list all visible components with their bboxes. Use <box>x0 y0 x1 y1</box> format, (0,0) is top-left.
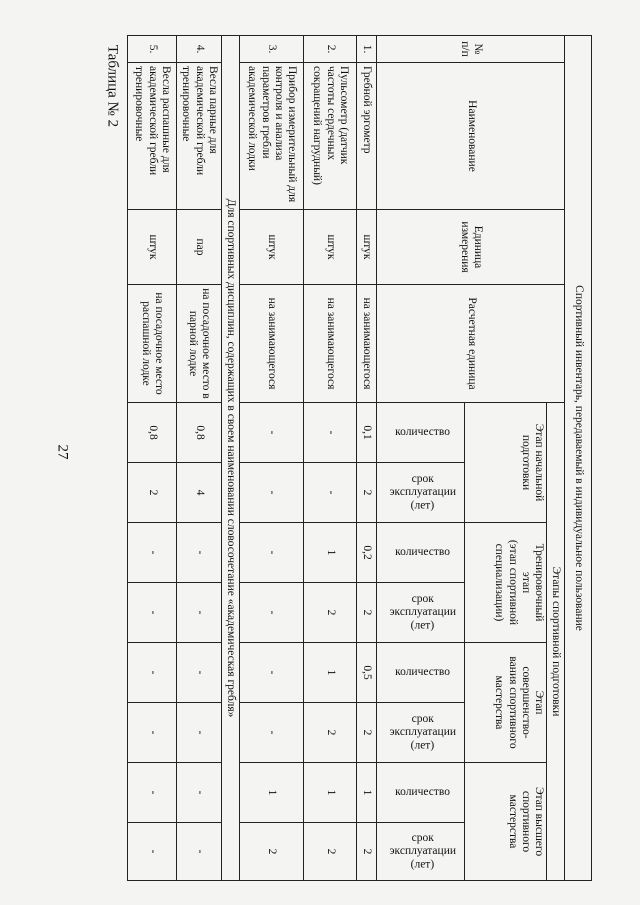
row-value: - <box>177 703 222 763</box>
row-value: 0,8 <box>177 403 222 463</box>
row-value: - <box>177 523 222 583</box>
row-value: - <box>240 523 303 583</box>
table-row <box>177 36 222 881</box>
header-name: Наименование <box>377 63 565 210</box>
section-title: Для спортивных дисциплин, содержащих в своем наименовании словосочетание «академическая гребля» <box>222 36 240 881</box>
row-value: - <box>240 643 303 703</box>
header-qty-text: количество <box>395 665 451 678</box>
header-stage-initial: Этап начальной подготовки <box>465 403 547 523</box>
row-value: - <box>128 643 177 703</box>
header-term-text: срок эксплуатации (лет) <box>389 831 457 871</box>
row-value: - <box>177 823 222 881</box>
header-stage-training: Тренировочный этап (этап спортивной специализации) <box>465 523 547 643</box>
row-value: 0,1 <box>356 403 376 463</box>
row-calc-unit: на посадочное место в парной лодке <box>177 285 222 403</box>
inventory-table <box>127 35 592 881</box>
row-value: 1 <box>303 523 356 583</box>
header-qty-text: количество <box>395 785 451 798</box>
row-value: - <box>240 403 303 463</box>
header-stage-highest: Этап высшего спортивного мастерства <box>465 763 547 881</box>
row-num: 3. <box>240 36 303 63</box>
row-value: - <box>240 703 303 763</box>
row-unit: штук <box>240 210 303 285</box>
row-value: 2 <box>303 703 356 763</box>
header-qty <box>377 763 465 823</box>
row-value: - <box>128 703 177 763</box>
row-value: 2 <box>303 583 356 643</box>
row-value: - <box>128 763 177 823</box>
row-value: - <box>177 583 222 643</box>
table-label: Таблица № 2 <box>104 44 121 128</box>
header-qty <box>377 403 465 463</box>
header-qty-text: количество <box>395 545 451 558</box>
header-term-text: срок эксплуатации (лет) <box>389 712 457 752</box>
row-calc-unit: на занимающегося <box>356 285 376 403</box>
header-calc-unit: Расчетная единица <box>377 285 565 403</box>
row-name: Прибор измерительный для контроля и анализа параметров гребли академической лодки <box>240 63 303 210</box>
row-value: 2 <box>356 703 376 763</box>
row-value: - <box>240 583 303 643</box>
row-num: 5. <box>128 36 177 63</box>
row-calc-unit: на занимающегося <box>303 285 356 403</box>
header-term <box>377 823 465 881</box>
section-row <box>222 36 240 881</box>
row-value: - <box>303 403 356 463</box>
row-name: Весла распашные для академической гребли тренировочные <box>128 63 177 210</box>
row-unit: пар <box>177 210 222 285</box>
table-row <box>356 36 376 881</box>
row-value: 1 <box>303 643 356 703</box>
header-num: № п/п <box>377 36 565 63</box>
table-row <box>303 36 356 881</box>
row-value: 0,8 <box>128 403 177 463</box>
row-value: 2 <box>128 463 177 523</box>
row-unit: штук <box>303 210 356 285</box>
row-value: - <box>128 823 177 881</box>
row-value: 2 <box>303 823 356 881</box>
row-value: 1 <box>303 763 356 823</box>
table-title: Спортивный инвентарь, передаваемый в индивидуальное пользование <box>565 36 592 881</box>
row-value: 2 <box>240 823 303 881</box>
header-term-text: срок эксплуатации (лет) <box>389 592 457 632</box>
header-term <box>377 703 465 763</box>
row-unit: штук <box>356 210 376 285</box>
row-value: - <box>128 583 177 643</box>
row-value: - <box>177 763 222 823</box>
header-qty-text: количество <box>395 425 451 438</box>
row-value: - <box>303 463 356 523</box>
row-calc-unit: на посадочное место распашной лодке <box>128 285 177 403</box>
row-num: 4. <box>177 36 222 63</box>
row-num: 2. <box>303 36 356 63</box>
row-value: - <box>128 523 177 583</box>
header-qty <box>377 523 465 583</box>
row-num: 1. <box>356 36 376 63</box>
header-stage-improvement: Этап совершенство- вания спортивного мастерства <box>465 643 547 763</box>
row-calc-unit: на занимающегося <box>240 285 303 403</box>
row-name: Гребной эргометр <box>356 63 376 210</box>
row-value: 1 <box>356 763 376 823</box>
header-qty <box>377 643 465 703</box>
header-term <box>377 583 465 643</box>
row-name: Пульсометр (датчик частоты сердечных сокращений нагрудный) <box>303 63 356 210</box>
header-unit: Единица измерения <box>377 210 565 285</box>
header-term <box>377 463 465 523</box>
table-row <box>240 36 303 881</box>
row-value: - <box>240 463 303 523</box>
row-value: 4 <box>177 463 222 523</box>
row-value: - <box>177 643 222 703</box>
row-value: 2 <box>356 583 376 643</box>
row-name: Весла парные для академической гребли тренировочные <box>177 63 222 210</box>
header-term-text: срок эксплуатации (лет) <box>389 472 457 512</box>
row-value: 0,2 <box>356 523 376 583</box>
row-unit: штук <box>128 210 177 285</box>
header-stages: Этапы спортивной подготовки <box>547 403 565 881</box>
page-number: 27 <box>54 444 71 460</box>
rotated-table-container <box>127 35 592 880</box>
row-value: 2 <box>356 823 376 881</box>
row-value: 2 <box>356 463 376 523</box>
row-value: 0,5 <box>356 643 376 703</box>
row-value: 1 <box>240 763 303 823</box>
table-row <box>128 36 177 881</box>
